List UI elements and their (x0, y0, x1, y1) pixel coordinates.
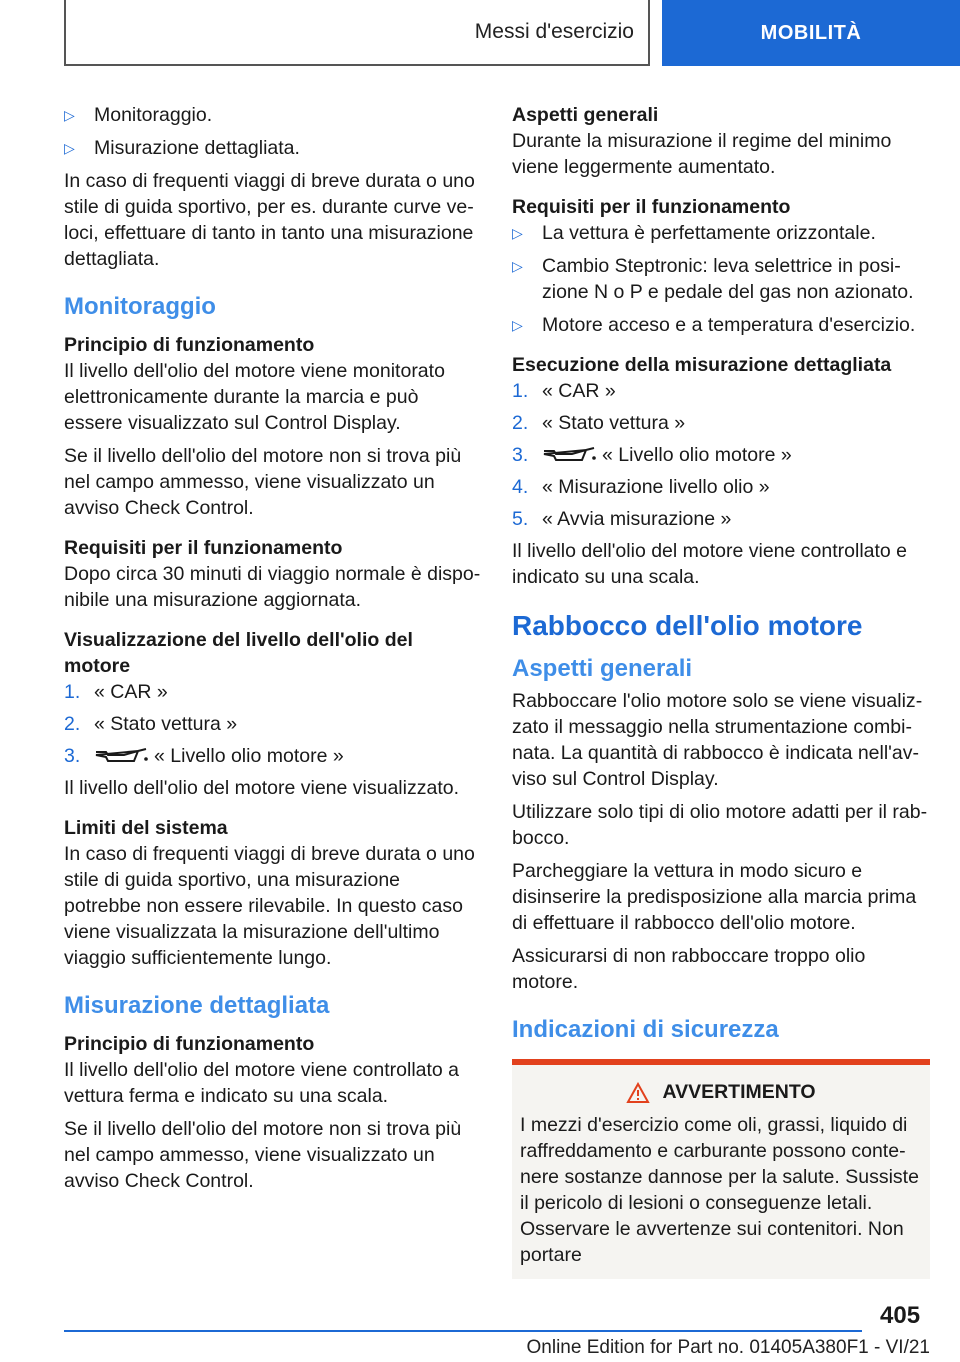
paragraph: Il livello dell'olio del motore viene controllato e indicato su una scala. (512, 540, 908, 588)
step-number: 5. (512, 508, 529, 530)
step-text: « CAR » (94, 681, 168, 703)
warning-title-text: AVVERTIMENTO (662, 1081, 816, 1103)
paragraph: Durante la misurazione il regime del minimo viene leggermente aumentato. (512, 130, 892, 178)
footer-divider (64, 1330, 862, 1332)
bullet-text: Motore acceso e a temperatura d'esercizio. (542, 314, 916, 336)
subheading-aspetti: Aspetti generali (512, 104, 659, 126)
step-text: « CAR » (542, 380, 616, 402)
paragraph: Il livello dell'olio del motore viene visualizzato. (64, 777, 459, 799)
list-item (64, 135, 482, 161)
paragraph: Se il livello dell'olio del motore non si trova più nel campo ammesso, viene visualizzato un avviso Check Control. (64, 1118, 462, 1192)
step-number: 2. (512, 412, 529, 434)
step-text: « Livello olio motore » (154, 745, 344, 767)
paragraph: Utilizzare solo tipi di olio motore adatti per il rabbocco. (512, 801, 928, 849)
step-text: « Livello olio motore » (602, 444, 792, 466)
subheading-esecuzione: Esecuzione della misurazione dettagliata (512, 354, 892, 376)
header-section-title: Messi d'esercizio (474, 20, 634, 43)
step-number: 2. (64, 713, 81, 735)
bullet-text: Misurazione dettagliata. (94, 137, 300, 159)
section-heading-misurazione: Misurazione dettagliata (64, 992, 330, 1019)
step-number: 4. (512, 476, 529, 498)
step-item (64, 679, 482, 705)
warning-box (512, 1059, 930, 1279)
step-number: 3. (64, 745, 81, 767)
list-item (512, 312, 930, 338)
paragraph: In caso di frequenti viaggi di breve durata o uno stile di guida sportivo, una misurazione potrebbe non essere rilevabile. In questo caso viene visualizzata la misurazione dell'ultimo viaggio sufficientemente lungo. (64, 843, 475, 969)
step-text: « Avvia misurazione » (542, 508, 732, 530)
footer-edition: Online Edition for Part no. 01405A380F1 - VI/21 (526, 1337, 930, 1358)
paragraph: Parcheggiare la vettura in modo sicuro e disinserire la predisposizione alla marcia prima di effettuare il rabbocco dell'olio motore. (512, 860, 917, 934)
triangle-bullet-icon: ▷ (512, 225, 523, 241)
step-number: 1. (512, 380, 529, 402)
header-section-tab (64, 0, 650, 66)
list-item (64, 102, 482, 128)
step-item (512, 410, 930, 436)
subheading-limiti: Limiti del sistema (64, 817, 228, 839)
step-item (512, 378, 930, 404)
subheading-principio: Principio di funzionamento (64, 334, 315, 356)
subheading-principio: Principio di funzionamento (64, 1033, 315, 1055)
paragraph: Assicurarsi di non rabboccare troppo olio motore. (512, 945, 866, 993)
section-heading-monitoraggio: Monitoraggio (64, 293, 216, 320)
bullet-text: La vettura è perfettamente orizzontale. (542, 222, 876, 244)
warning-triangle-icon (626, 1082, 650, 1104)
triangle-bullet-icon: ▷ (512, 258, 523, 274)
subheading-visualizzazione: Visualizzazione del livello dell'olio del motore (64, 629, 413, 677)
step-number: 1. (64, 681, 81, 703)
paragraph: Dopo circa 30 minuti di viaggio normale è disponibile una misurazione aggiornata. (64, 563, 481, 611)
triangle-bullet-icon: ▷ (512, 317, 523, 333)
header-chapter-tab (662, 0, 960, 66)
paragraph: Il livello dell'olio del motore viene controllato a vettura ferma e indicato su una scala. (64, 1059, 460, 1107)
paragraph: Se il livello dell'olio del motore non si trova più nel campo ammesso, viene visualizzato un avviso Check Control. (64, 445, 462, 519)
step-item (64, 743, 482, 769)
step-item (512, 506, 930, 532)
step-item (512, 442, 930, 468)
step-text: « Stato vettura » (94, 713, 238, 735)
oil-can-icon (542, 446, 598, 466)
step-item (64, 711, 482, 737)
section-heading-aspetti: Aspetti generali (512, 655, 693, 682)
triangle-bullet-icon: ▷ (64, 140, 75, 156)
paragraph: Rabboccare l'olio motore solo se viene visualizzato il messaggio nella strumentazione combinata. La quantità di rabbocco è indicata nell'avviso sul Control Display. (512, 690, 923, 790)
warning-title (520, 1081, 922, 1104)
bullet-text: Monitoraggio. (94, 104, 213, 126)
page-number: 405 (880, 1302, 921, 1329)
oil-can-icon (94, 747, 150, 767)
list-item (512, 253, 930, 305)
section-heading-rabbocco: Rabbocco dell'olio motore (512, 610, 863, 641)
subheading-requisiti: Requisiti per il funzionamento (64, 537, 343, 559)
step-text: « Stato vettura » (542, 412, 686, 434)
step-number: 3. (512, 444, 529, 466)
paragraph: Il livello dell'olio del motore viene monitorato elettronicamente durante la marcia e può essere visualizzato sul Control Display. (64, 360, 445, 434)
step-item (512, 474, 930, 500)
bullet-text: Cambio Steptronic: leva selettrice in posizione N o P e pedale del gas non azionato. (542, 255, 914, 303)
warning-text: I mezzi d'esercizio come oli, grassi, liquido di raffreddamento e carburante possono contenere sostanze dannose per la salute. Sussiste il pericolo di lesioni o conseguenze letali. Osservare le avvertenze sui contenitori. Non portare (520, 1114, 919, 1266)
step-text: « Misurazione livello olio » (542, 476, 770, 498)
section-heading-sicurezza: Indicazioni di sicurezza (512, 1016, 779, 1043)
intro-paragraph: In caso di frequenti viaggi di breve durata o uno stile di guida sportivo, per es. durante curve veloci, effettuare di tanto in tanto una misurazione dettagliata. (64, 170, 475, 270)
list-item (512, 220, 930, 246)
right-column (512, 102, 930, 1279)
left-column (64, 102, 482, 1201)
subheading-requisiti: Requisiti per il funzionamento (512, 196, 791, 218)
triangle-bullet-icon: ▷ (64, 107, 75, 123)
header-chapter-title: MOBILITÀ (760, 21, 862, 44)
